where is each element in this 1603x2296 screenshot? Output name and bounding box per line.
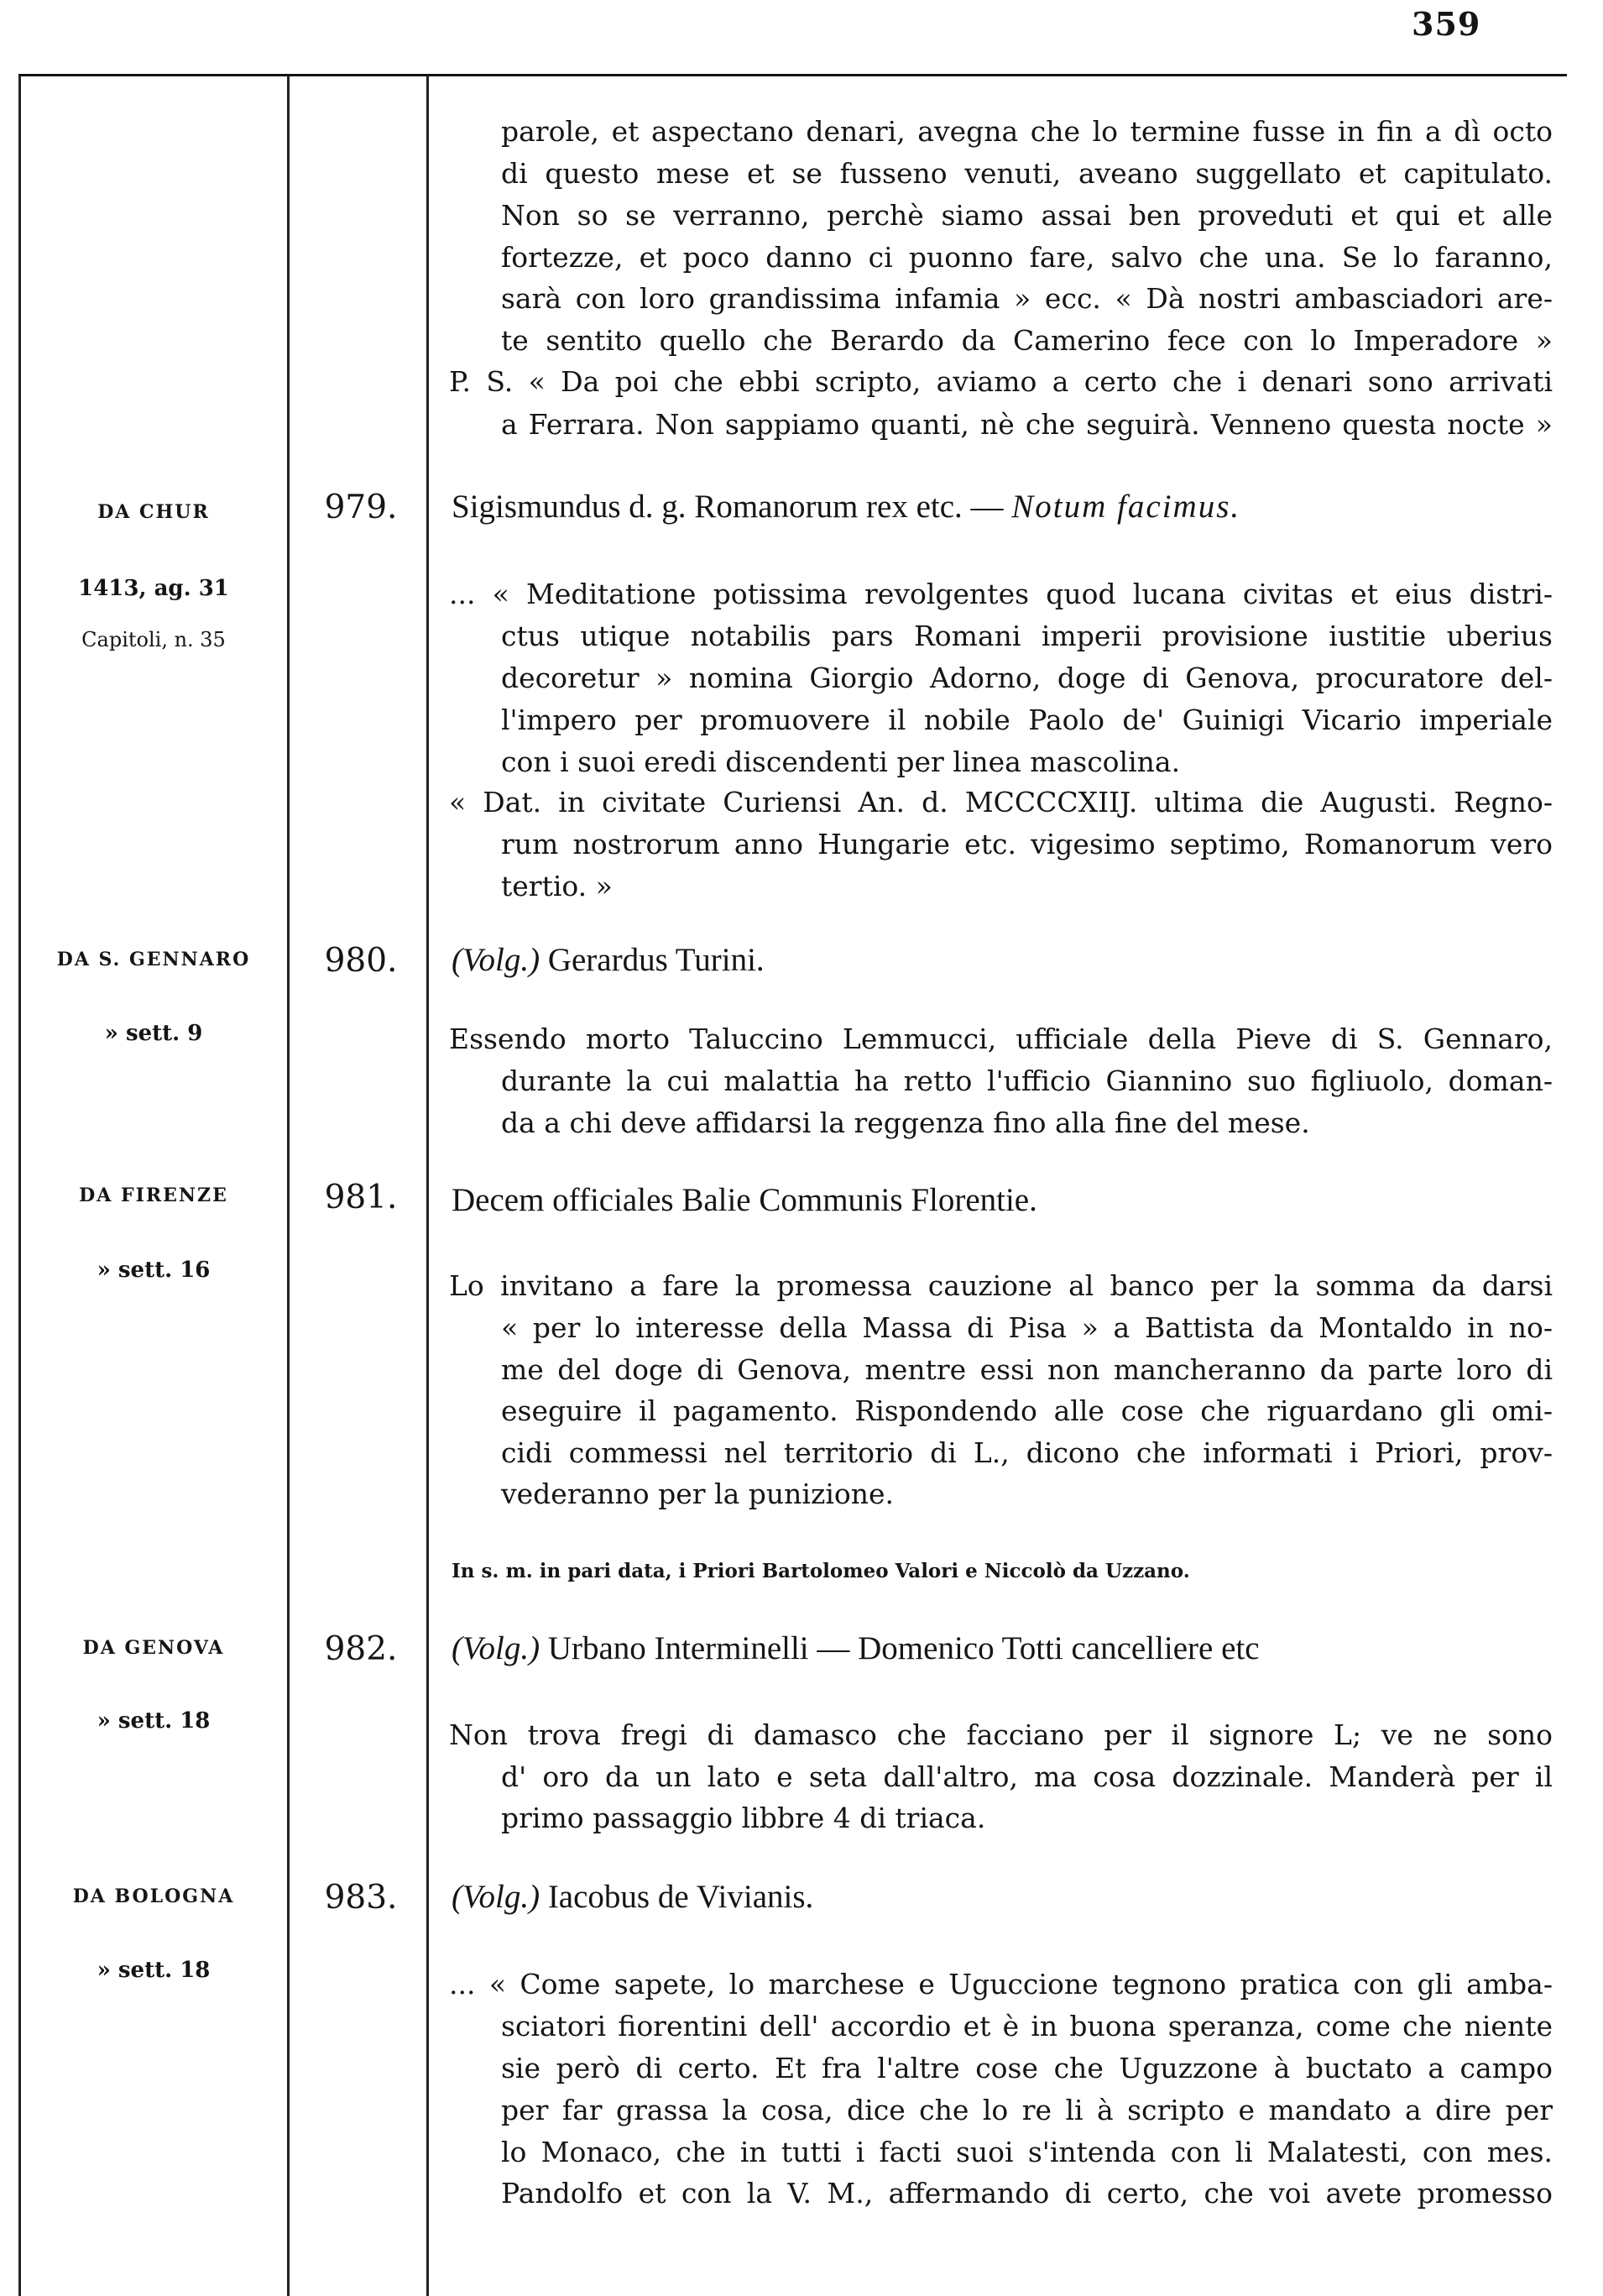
entry-place: DA S. GENNARO <box>56 949 251 970</box>
entry-number: 980. <box>324 942 398 980</box>
entry-line: tertio. » <box>501 870 613 902</box>
entry-line: eseguire il pagamento. Rispondendo alle cose che riguardano gli omi- <box>501 1394 1553 1427</box>
entry-line: decoretur » nomina Giorgio Adorno, doge di Genova, procuratore del- <box>501 662 1553 694</box>
entry-line: Lo invitano a fare la promessa cauzione al banco per la somma da darsi <box>449 1269 1553 1302</box>
entry-heading <box>452 942 765 979</box>
entry-line: ... « Come sapete, lo marchese e Uguccione tegnono pratica con gli amba- <box>449 1968 1553 2001</box>
entry-line: ctus utique notabilis pars Romani imperii provisione iustitie uberius <box>501 620 1553 652</box>
entry-heading <box>452 1630 1260 1667</box>
entry-heading <box>452 1879 813 1916</box>
entry-line: cidi commessi nel territorio di L., dicono che informati i Priori, prov- <box>501 1436 1553 1469</box>
heading-italic: Notum facimus. <box>1011 489 1241 525</box>
entry-line: lo Monaco, che in tutti i facti suoi s'intenda con li Malatesti, con mes. <box>501 2136 1553 2168</box>
entry-heading <box>452 489 1240 526</box>
entry-line: Essendo morto Taluccino Lemmucci, ufficiale della Pieve di S. Gennaro, <box>449 1022 1553 1055</box>
entry-line: l'impero per promuovere il nobile Paolo de' Guinigi Vicario imperiale <box>501 703 1553 736</box>
continuation-line: sarà con loro grandissima infamia » ecc. « Dà nostri ambasciadori are- <box>501 282 1553 315</box>
entry-line: sciatori fiorentini dell' accordio et è in buona speranza, come che niente <box>501 2010 1553 2042</box>
entry-date: » sett. 9 <box>104 1021 203 1046</box>
entry-date: » sett. 16 <box>97 1258 211 1283</box>
entry-line: da a chi deve affidarsi la reggenza fino alla fine del mese. <box>501 1106 1310 1139</box>
entry-number: 982. <box>324 1630 398 1668</box>
entry-line: vederanno per la punizione. <box>501 1477 895 1510</box>
heading-volg: (Volg.) <box>452 942 540 978</box>
entry-date: » sett. 18 <box>97 1958 211 1983</box>
entry-place: DA BOLOGNA <box>72 1885 235 1907</box>
continuation-line: te sentito quello che Berardo da Camerino fece con lo Imperadore » <box>501 324 1553 357</box>
entry-line: con i suoi eredi discendenti per linea mascolina. <box>501 745 1181 778</box>
heading-text: Urbano Interminelli — Domenico Totti cancelliere etc <box>540 1630 1260 1666</box>
entry-date: 1413, ag. 31 <box>78 576 229 601</box>
header-rule <box>18 74 1567 76</box>
entry-line: primo passaggio libbre 4 di triaca. <box>501 1802 986 1834</box>
entry-line: d' oro da un lato e seta dall'altro, ma cosa dozzinale. Manderà per il <box>501 1760 1553 1793</box>
entry-line: « per lo interesse della Massa di Pisa » a Battista da Montaldo in no- <box>501 1311 1553 1344</box>
page-number: 359 <box>1412 5 1481 43</box>
heading-text: Gerardus Turini. <box>540 942 765 978</box>
continuation-line: Non so se verranno, perchè siamo assai ben proveduti et qui et alle <box>501 199 1553 232</box>
entry-line: rum nostrorum anno Hungarie etc. vigesimo septimo, Romanorum vero <box>501 828 1553 860</box>
column-rule-outer <box>18 76 21 2296</box>
entry-place: DA GENOVA <box>82 1637 225 1659</box>
entry-line: per far grassa la cosa, dice che lo re li à scripto e mandato a dire per <box>501 2094 1553 2126</box>
entry-note: In s. m. in pari data, i Priori Bartolomeo Valori e Niccolò da Uzzano. <box>452 1560 1190 1582</box>
entry-line: ... « Meditatione potissima revolgentes quod lucana civitas et eius distri- <box>449 578 1553 610</box>
entry-place: DA CHUR <box>97 501 210 523</box>
heading-volg: (Volg.) <box>452 1630 540 1666</box>
entry-line: durante la cui malattia ha retto l'ufficio Giannino suo figliuolo, doman- <box>501 1064 1553 1097</box>
entry-heading: Decem officiales Balie Communis Florentie. <box>452 1182 1037 1218</box>
entry-line: Pandolfo et con la V. M., affermando di certo, che voi avete promesso <box>501 2177 1553 2210</box>
heading-volg: (Volg.) <box>452 1879 540 1915</box>
continuation-line: P. S. « Da poi che ebbi scripto, aviamo a certo che i denari sono arrivati <box>449 365 1553 398</box>
continuation-line: di questo mese et se fusseno venuti, aveano suggellato et capitulato. <box>501 157 1553 190</box>
entry-number: 981. <box>324 1179 398 1216</box>
continuation-line: fortezze, et poco danno ci puonno fare, salvo che una. Se lo faranno, <box>501 241 1553 274</box>
entry-line: « Dat. in civitate Curiensi An. d. MCCCCXIIJ. ultima die Augusti. Regno- <box>449 786 1553 819</box>
entry-line: Non trova fregi di damasco che facciano per il signore L; ve ne sono <box>449 1718 1553 1751</box>
entry-place: DA FIRENZE <box>79 1185 228 1206</box>
continuation-line: a Ferrara. Non sappiamo quanti, nè che seguirà. Venneno questa nocte » <box>501 408 1553 441</box>
entry-line: sie però di certo. Et fra l'altre cose che Uguzzone à buctato a campo <box>501 2052 1553 2084</box>
entry-line: me del doge di Genova, mentre essi non mancheranno da parte loro di <box>501 1353 1553 1386</box>
entry-reference: Capitoli, n. 35 <box>81 628 226 651</box>
heading-text: Iacobus de Vivianis. <box>540 1879 814 1915</box>
entry-number: 983. <box>324 1879 398 1917</box>
entry-date: » sett. 18 <box>97 1708 211 1734</box>
continuation-line: parole, et aspectano denari, avegna che lo termine fusse in fin a dì octo <box>501 115 1553 148</box>
heading-text: Sigismundus d. g. Romanorum rex etc. — <box>452 489 1012 525</box>
entry-number: 979. <box>324 489 398 526</box>
